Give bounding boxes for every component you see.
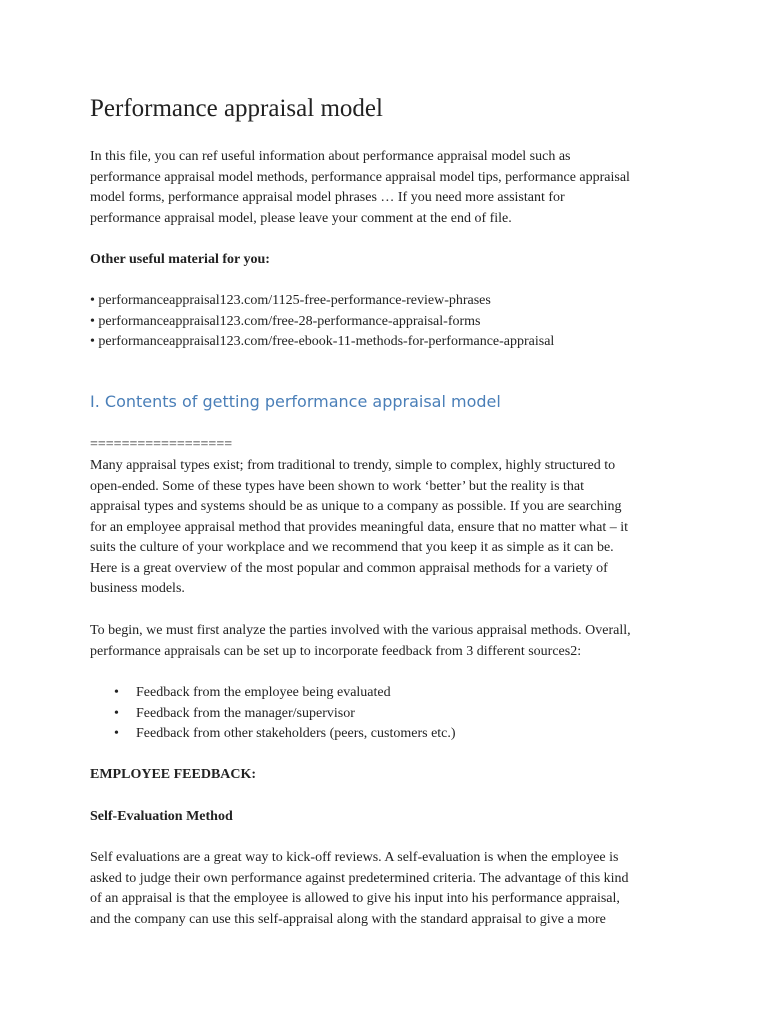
paragraph-line: open-ended. Some of these types have been shown to work ‘better’ but the reality is that bbox=[90, 478, 585, 494]
paragraph-line: suits the culture of your workplace and we recommend that you keep it as simple as it can be. bbox=[90, 540, 614, 555]
useful-link[interactable]: • performanceappraisal123.com/1125-free-performance-review-phrases bbox=[90, 293, 491, 308]
bullet-icon: • bbox=[114, 726, 119, 741]
divider-line: ================== bbox=[90, 437, 233, 452]
useful-links-list bbox=[90, 291, 554, 353]
intro-line: In this file, you can ref useful information about performance appraisal model such as bbox=[90, 149, 571, 164]
list-item bbox=[90, 724, 456, 745]
paragraph-line: and the company can use this self-appraisal along with the standard appraisal to give a more bbox=[90, 911, 606, 927]
paragraph-line: Here is a great overview of the most popular and common appraisal methods for a variety of bbox=[90, 560, 608, 576]
list-item-text: Feedback from the manager/supervisor bbox=[136, 705, 355, 721]
paragraph-line: business models. bbox=[90, 581, 185, 596]
intro-line: model forms, performance appraisal model phrases … If you need more assistant for bbox=[90, 190, 565, 205]
employee-feedback-heading: EMPLOYEE FEEDBACK: bbox=[90, 767, 257, 782]
useful-link[interactable]: • performanceappraisal123.com/free-ebook-11-methods-for-performance-appraisal bbox=[90, 334, 555, 349]
useful-link[interactable]: • performanceappraisal123.com/free-28-performance-appraisal-forms bbox=[90, 313, 481, 329]
intro-line: performance appraisal model, please leave your comment at the end of file. bbox=[90, 210, 512, 226]
list-item bbox=[90, 683, 456, 704]
appraisal-types-paragraph bbox=[90, 456, 680, 600]
page-title: Performance appraisal model bbox=[90, 95, 383, 122]
list-item-text: Feedback from the employee being evaluated bbox=[136, 685, 391, 700]
paragraph-line: for an employee appraisal method that provides meaningful data, ensure that no matter what – it bbox=[90, 519, 629, 535]
paragraph-line: of an appraisal is that the employee is allowed to give his input into his performance appraisal, bbox=[90, 891, 620, 906]
bullet-icon: • bbox=[114, 705, 119, 721]
intro-line: performance appraisal model methods, performance appraisal model tips, performance appraisal bbox=[90, 169, 630, 185]
paragraph-line: appraisal types and systems should be as unique to a company as possible. If you are searching bbox=[90, 499, 622, 514]
section-heading: I. Contents of getting performance appraisal model bbox=[90, 392, 501, 411]
bullet-icon: • bbox=[114, 685, 119, 700]
self-evaluation-paragraph bbox=[90, 848, 680, 930]
list-item bbox=[90, 704, 456, 725]
self-evaluation-heading: Self-Evaluation Method bbox=[90, 809, 233, 824]
analysis-paragraph bbox=[90, 621, 680, 662]
list-item-text: Feedback from other stakeholders (peers, customers etc.) bbox=[136, 726, 456, 741]
paragraph-line: asked to judge their own performance against predetermined criteria. The advantage of this kind bbox=[90, 870, 629, 886]
paragraph-line: Many appraisal types exist; from traditional to trendy, simple to complex, highly structured to bbox=[90, 458, 616, 473]
paragraph-line: Self evaluations are a great way to kick-off reviews. A self-evaluation is when the employee is bbox=[90, 850, 619, 865]
feedback-sources-list bbox=[90, 683, 456, 745]
paragraph-line: To begin, we must first analyze the parties involved with the various appraisal methods. Overall, bbox=[90, 623, 631, 638]
paragraph-line: performance appraisals can be set up to incorporate feedback from 3 different sources2: bbox=[90, 643, 582, 659]
intro-paragraph bbox=[90, 147, 680, 229]
other-material-heading: Other useful material for you: bbox=[90, 252, 270, 267]
